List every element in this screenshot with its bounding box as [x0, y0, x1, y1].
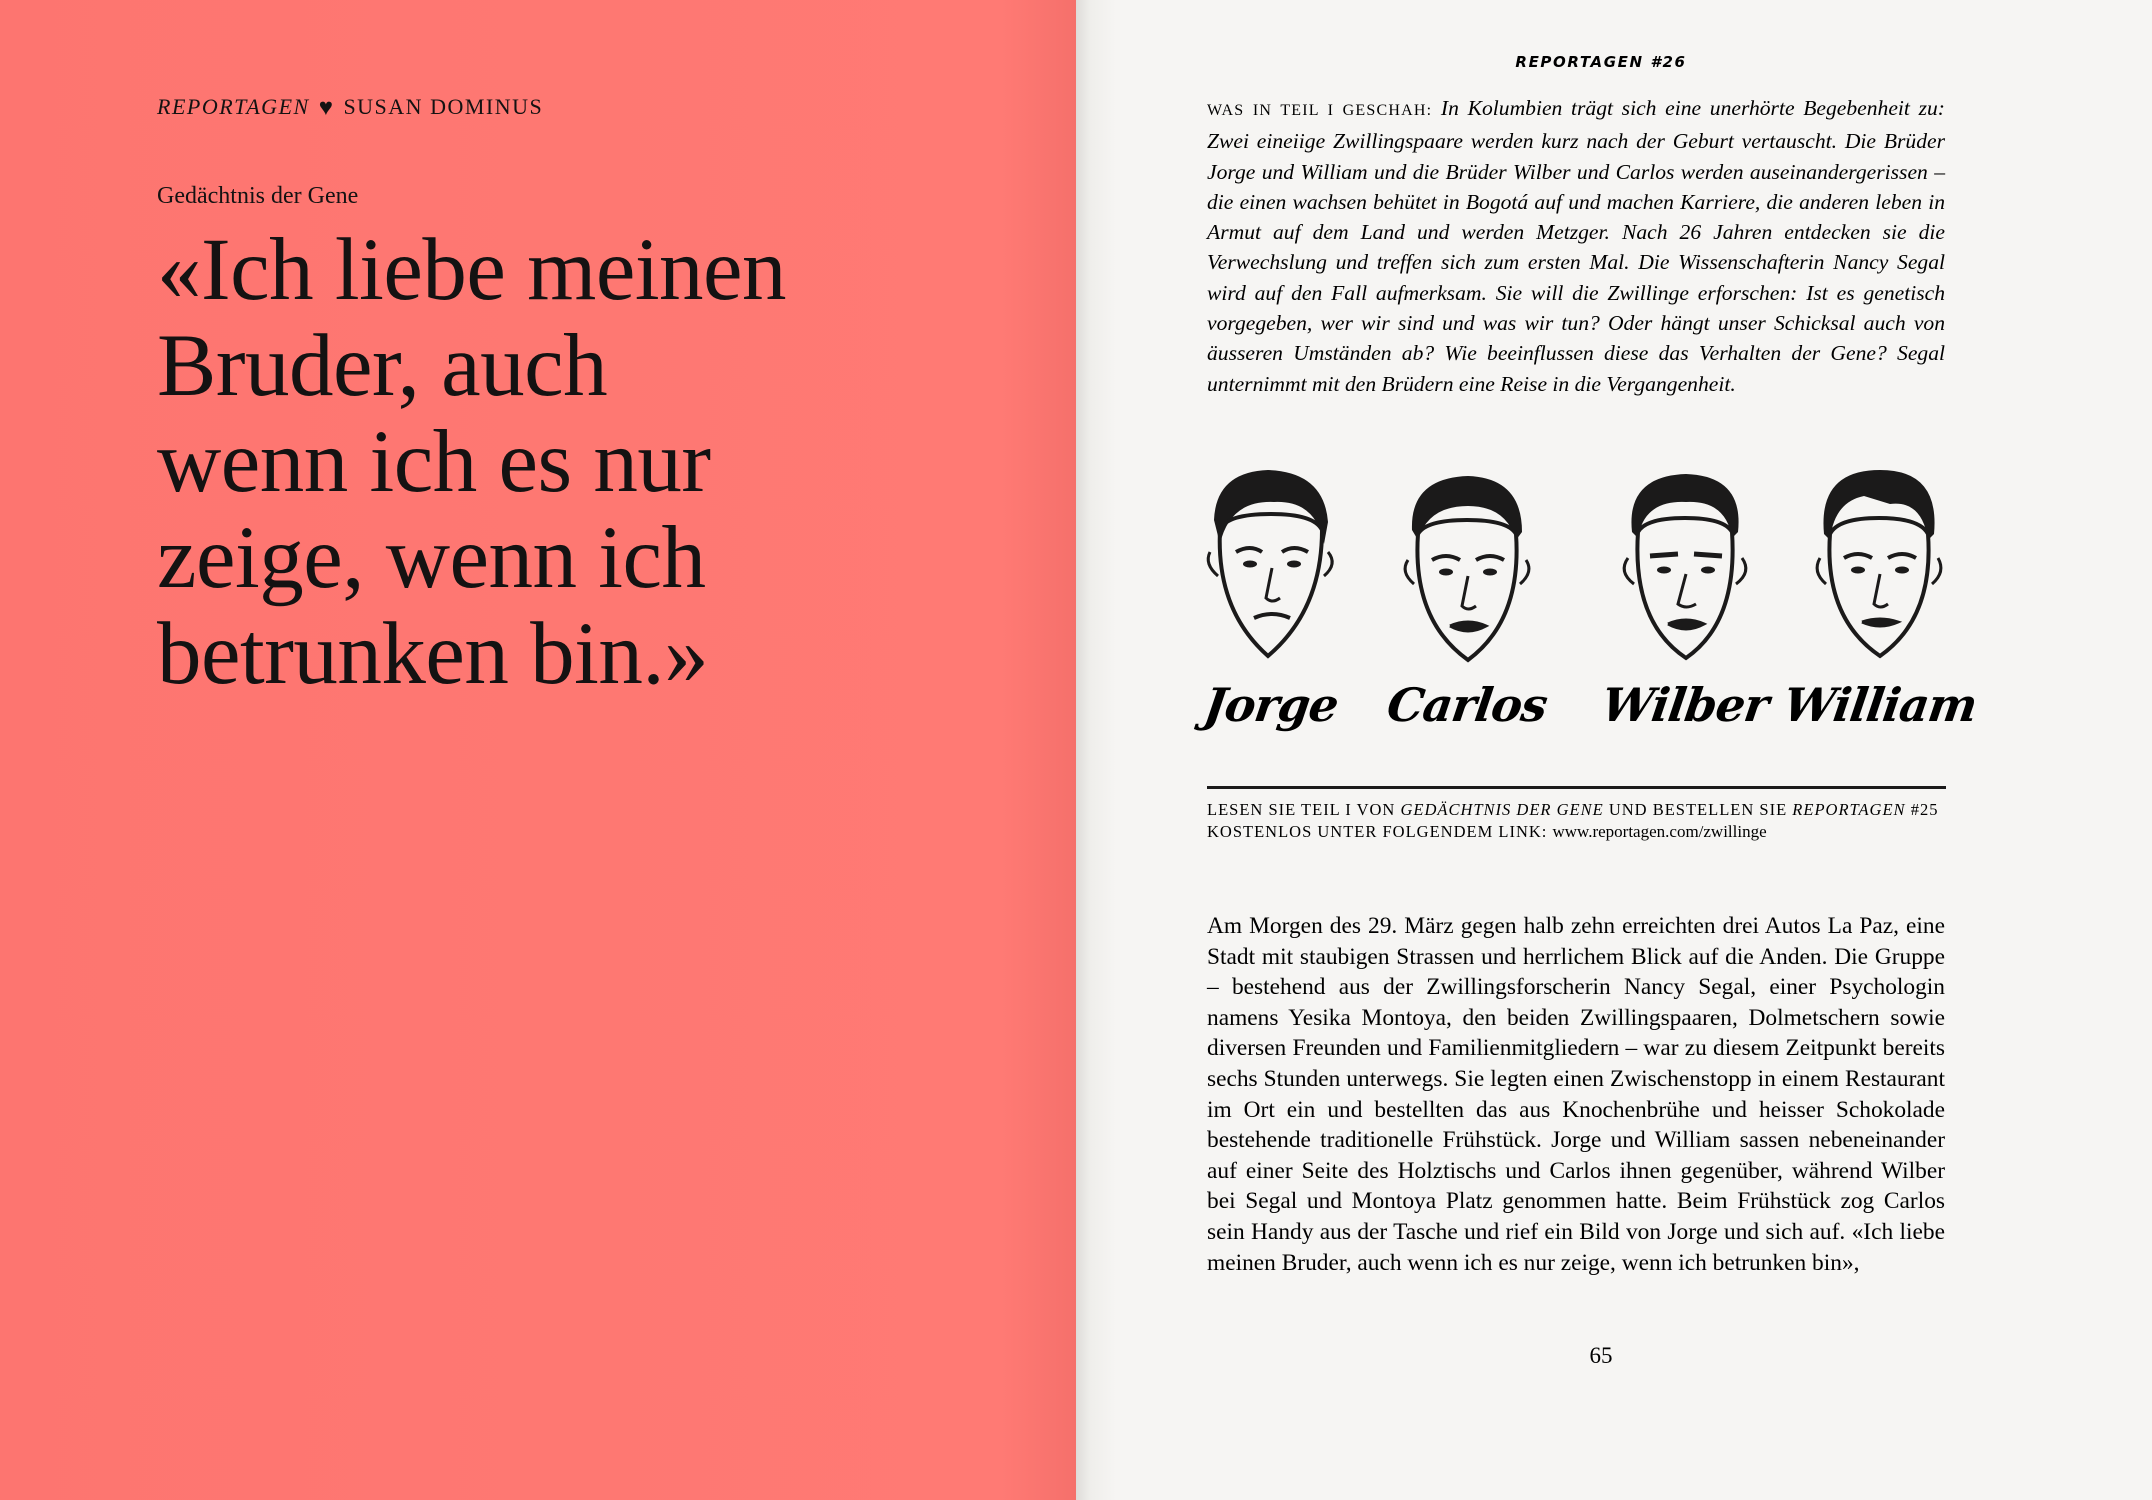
order-note-article-title: GEDÄCHTNIS DER GENE [1400, 800, 1604, 819]
article-kicker: Gedächtnis der Gene [157, 183, 359, 209]
pullquote-line: Bruder, auch [157, 317, 608, 415]
pullquote-line: wenn ich es nur [157, 413, 711, 511]
order-note-issue: #25 [1905, 800, 1939, 819]
recap-text: In Kolumbien trägt sich eine unerhörte Begebenheit zu: Zwei eineiige Zwillingspaare werden kurz nach der Geburt vertauscht. Die Brüder Jorge und William und die Brüder Wilber und Carlos werden auseinandergerissen – die einen wachsen behütet in Bogotá auf und machen Karriere, die anderen leben in Armut auf dem Land und werden Metzger. Nach 26 Jahren entdecken sie die Verwechslung und treffen sich zum ersten Mal. Die Wissenschafterin Nancy Segal wird auf den Fall aufmerksam. Sie will die Zwillinge erforschen: Ist es genetisch vorgegeben, wer wir sind und was wir tun? Oder hängt unser Schicksal auch von äusseren Umständen ab? Wie beeinflussen diese das Verhalten der Gene? Segal unternimmt mit den Brüdern eine Reise in die Vergangenheit. [1207, 96, 1945, 396]
order-note-text: KOSTENLOS UNTER FOLGENDEM LINK: [1207, 822, 1553, 841]
portrait-william [1780, 460, 1981, 760]
portrait-wilber [1598, 460, 1772, 760]
heart-icon: ♥ [318, 95, 335, 121]
portrait-jorge-illustration [1196, 460, 1346, 670]
divider-rule [1207, 786, 1946, 789]
recap-label: WAS IN TEIL I GESCHAH: [1207, 102, 1433, 119]
body-paragraph: Am Morgen des 29. März gegen halb zehn erreichten drei Autos La Paz, eine Stadt mit staubigen Strassen und herrlichem Blick auf die Anden. Die Gruppe – bestehend aus der Zwillingsforscherin Nancy Segal, einer Psychologin namens Yesika Montoya, den beiden Zwillingspaaren, Dolmetschern sowie diversen Freunden und Familienmitgliedern – war zu diesem Zeitpunkt bereits sechs Stunden unterwegs. Sie legten einen Zwischenstopp in einem Restaurant im Ort ein und bestellten das aus Knochenbrühe und heisser Schokolade bestehende traditionelle Frühstück. Jorge und William sassen nebeneinander auf einer Seite des Holztischs und Carlos ihnen gegenüber, während Wilber bei Segal und Montoya Platz genommen hatte. Beim Frühstück zog Carlos sein Handy aus der Tasche und rief ein Bild von Jorge und sich auf. «Ich liebe meinen Bruder, auch wenn ich es nur zeige, wenn ich betrunken bin», [1207, 913, 1945, 1276]
portrait-carlos-illustration [1392, 460, 1542, 670]
portrait-name: William [1780, 678, 1981, 732]
pullquote-line: «Ich liebe meinen [157, 221, 787, 319]
issue-label: REPORTAGEN #26 [1515, 53, 1687, 71]
portrait-william-illustration [1804, 460, 1954, 670]
portrait-carlos [1383, 460, 1551, 760]
portrait-jorge [1196, 460, 1346, 760]
portrait-row [1196, 460, 1981, 760]
pullquote-line: zeige, wenn ich [157, 509, 706, 607]
running-head [157, 94, 543, 121]
order-note [1207, 799, 1947, 843]
pullquote [157, 222, 917, 702]
recap-paragraph [1207, 93, 1945, 399]
magazine-name: REPORTAGEN [157, 94, 310, 119]
pullquote-line: betrunken bin.» [157, 605, 709, 703]
order-note-text: LESEN SIE TEIL I VON [1207, 800, 1401, 819]
order-note-magazine: REPORTAGEN [1792, 800, 1906, 819]
portrait-name: Wilber [1598, 678, 1772, 732]
order-note-text: UND BESTELLEN SIE [1603, 800, 1793, 819]
author-name: SUSAN DOMINUS [343, 94, 544, 119]
order-link[interactable]: www.reportagen.com/zwillinge [1552, 822, 1767, 841]
portrait-wilber-illustration [1610, 460, 1760, 670]
page-number: 65 [1589, 1343, 1613, 1368]
portrait-name: Carlos [1383, 678, 1551, 732]
portrait-name: Jorge [1200, 678, 1342, 732]
